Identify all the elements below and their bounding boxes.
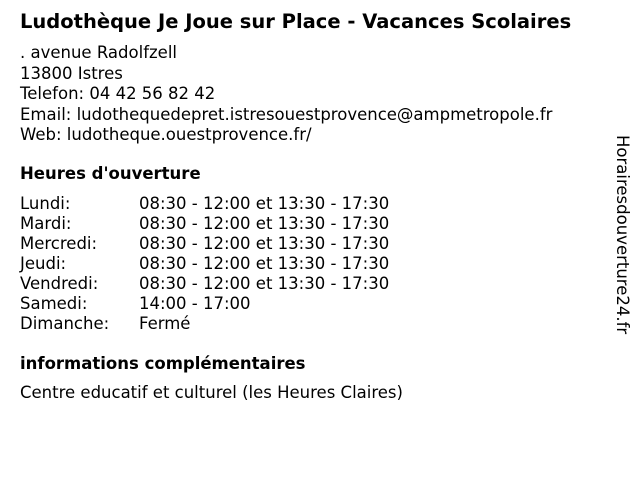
page-title: Ludothèque Je Joue sur Place - Vacances Scolaires — [20, 10, 572, 33]
hours-row-thursday — [20, 254, 389, 274]
day-label: Samedi: — [20, 294, 88, 313]
day-label: Jeudi: — [20, 254, 67, 273]
watermark-text: Horairesdouverture24.fr — [613, 135, 632, 335]
day-label: Mercredi: — [20, 234, 98, 253]
hours-row-friday — [20, 274, 389, 294]
time-value: 08:30 - 12:00 et 13:30 - 17:30 — [139, 214, 390, 233]
time-value: Fermé — [139, 314, 191, 333]
street-address: . avenue Radolfzell — [20, 43, 177, 62]
day-label: Vendredi: — [20, 274, 99, 293]
day-label: Mardi: — [20, 214, 72, 233]
time-value: 08:30 - 12:00 et 13:30 - 17:30 — [139, 254, 390, 273]
day-label: Lundi: — [20, 194, 71, 213]
day-label: Dimanche: — [20, 314, 110, 333]
hours-row-sunday — [20, 314, 389, 334]
hours-row-wednesday — [20, 234, 389, 254]
phone-number: Telefon: 04 42 56 82 42 — [20, 84, 216, 103]
website: Web: ludotheque.ouestprovence.fr/ — [20, 125, 312, 144]
additional-info-heading: informations complémentaires — [20, 354, 306, 373]
email-address: Email: ludothequedepret.istresouestprovence@ampmetropole.fr — [20, 104, 553, 124]
time-value: 08:30 - 12:00 et 13:30 - 17:30 — [139, 274, 390, 293]
time-value: 14:00 - 17:00 — [139, 294, 251, 313]
additional-info-text: Centre educatif et culturel (les Heures Claires) — [20, 383, 403, 402]
address-block — [20, 43, 552, 146]
city: 13800 Istres — [20, 63, 123, 83]
time-value: 08:30 - 12:00 et 13:30 - 17:30 — [139, 194, 390, 213]
opening-hours-heading: Heures d'ouverture — [20, 164, 201, 183]
time-value: 08:30 - 12:00 et 13:30 - 17:30 — [139, 234, 390, 253]
hours-row-monday — [20, 194, 389, 214]
opening-hours-table — [20, 194, 389, 334]
watermark — [612, 135, 632, 371]
hours-row-tuesday — [20, 214, 389, 234]
hours-row-saturday — [20, 294, 389, 314]
